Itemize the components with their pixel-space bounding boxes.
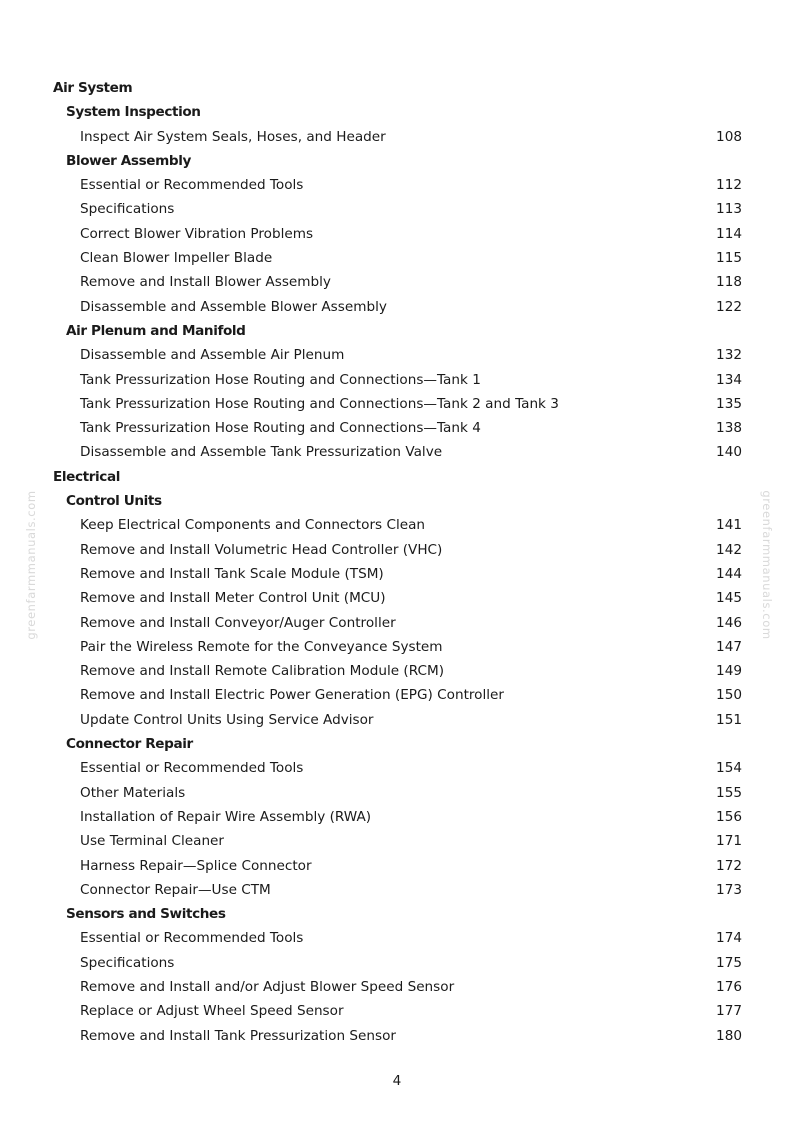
toc-entry-title: Disassemble and Assemble Tank Pressurization Valve <box>80 444 443 461</box>
toc-entry-page-number: 172 <box>716 857 742 874</box>
toc-subsection-title: Blower Assembly <box>66 152 191 169</box>
table-of-contents <box>0 76 794 1048</box>
toc-entry-title: Remove and Install Blower Assembly <box>80 274 331 291</box>
toc-entry[interactable] <box>0 440 794 464</box>
toc-entry-page-number: 132 <box>716 347 742 364</box>
toc-subsection[interactable] <box>0 149 794 173</box>
toc-entry-page-number: 118 <box>716 274 742 291</box>
toc-section-title: Electrical <box>53 468 120 485</box>
toc-entry[interactable] <box>0 538 794 562</box>
watermark-right: greenfarmmanuals.com <box>760 490 774 640</box>
toc-entry-page-number: 175 <box>716 954 742 971</box>
toc-entry-title: Harness Repair—Splice Connector <box>80 857 312 874</box>
toc-entry[interactable] <box>0 392 794 416</box>
toc-entry[interactable] <box>0 854 794 878</box>
toc-entry-title: Inspect Air System Seals, Hoses, and Header <box>80 128 386 145</box>
toc-subsection-title: Connector Repair <box>66 736 193 753</box>
toc-entry[interactable] <box>0 222 794 246</box>
toc-entry-title: Update Control Units Using Service Advisor <box>80 711 374 728</box>
toc-entry-page-number: 144 <box>716 565 742 582</box>
toc-entry-title: Essential or Recommended Tools <box>80 177 304 194</box>
toc-subsection[interactable] <box>0 100 794 124</box>
toc-entry[interactable] <box>0 683 794 707</box>
toc-entry-title: Pair the Wireless Remote for the Conveyance System <box>80 638 443 655</box>
toc-entry[interactable] <box>0 343 794 367</box>
toc-entry[interactable] <box>0 270 794 294</box>
toc-entry-title: Tank Pressurization Hose Routing and Connections—Tank 2 and Tank 3 <box>80 395 559 412</box>
toc-entry-title: Remove and Install Remote Calibration Module (RCM) <box>80 663 445 680</box>
toc-entry-title: Specifications <box>80 201 175 218</box>
toc-subsection[interactable] <box>0 732 794 756</box>
toc-entry-title: Installation of Repair Wire Assembly (RWA) <box>80 808 372 825</box>
toc-entry[interactable] <box>0 586 794 610</box>
toc-entry-page-number: 135 <box>716 395 742 412</box>
toc-entry-title: Essential or Recommended Tools <box>80 930 304 947</box>
toc-entry[interactable] <box>0 805 794 829</box>
toc-entry-title: Remove and Install Tank Pressurization Sensor <box>80 1027 396 1044</box>
toc-subsection[interactable] <box>0 319 794 343</box>
toc-entry[interactable] <box>0 368 794 392</box>
toc-entry-page-number: 147 <box>716 638 742 655</box>
toc-entry[interactable] <box>0 416 794 440</box>
toc-entry[interactable] <box>0 926 794 950</box>
toc-entry[interactable] <box>0 197 794 221</box>
toc-entry[interactable] <box>0 829 794 853</box>
toc-section[interactable] <box>0 465 794 489</box>
toc-entry[interactable] <box>0 781 794 805</box>
toc-entry[interactable] <box>0 562 794 586</box>
toc-entry-page-number: 177 <box>716 1003 742 1020</box>
toc-entry[interactable] <box>0 125 794 149</box>
toc-entry-page-number: 146 <box>716 614 742 631</box>
toc-entry-title: Remove and Install Electric Power Generation (EPG) Controller <box>80 687 505 704</box>
toc-subsection[interactable] <box>0 902 794 926</box>
toc-entry[interactable] <box>0 173 794 197</box>
toc-entry-title: Remove and Install Volumetric Head Controller (VHC) <box>80 541 443 558</box>
toc-entry[interactable] <box>0 659 794 683</box>
toc-entry[interactable] <box>0 756 794 780</box>
toc-entry-page-number: 115 <box>716 250 742 267</box>
toc-entry-page-number: 149 <box>716 663 742 680</box>
toc-entry-title: Replace or Adjust Wheel Speed Sensor <box>80 1003 344 1020</box>
toc-entry-page-number: 155 <box>716 784 742 801</box>
toc-entry-page-number: 173 <box>716 881 742 898</box>
toc-entry[interactable] <box>0 513 794 537</box>
toc-entry-title: Remove and Install Tank Scale Module (TSM) <box>80 565 384 582</box>
toc-entry-page-number: 174 <box>716 930 742 947</box>
toc-entry-page-number: 114 <box>716 225 742 242</box>
toc-entry-page-number: 154 <box>716 760 742 777</box>
toc-entry[interactable] <box>0 611 794 635</box>
toc-entry-title: Tank Pressurization Hose Routing and Connections—Tank 4 <box>80 420 481 437</box>
toc-entry-title: Use Terminal Cleaner <box>80 833 225 850</box>
watermark-left: greenfarmmanuals.com <box>24 490 38 640</box>
toc-entry-title: Remove and Install Meter Control Unit (MCU) <box>80 590 386 607</box>
toc-entry-page-number: 134 <box>716 371 742 388</box>
toc-entry-title: Remove and Install and/or Adjust Blower Speed Sensor <box>80 978 455 995</box>
toc-entry-title: Disassemble and Assemble Blower Assembly <box>80 298 387 315</box>
toc-entry-page-number: 138 <box>716 420 742 437</box>
toc-section-title: Air System <box>53 80 133 96</box>
toc-entry-page-number: 171 <box>716 833 742 850</box>
toc-entry-page-number: 156 <box>716 808 742 825</box>
toc-entry-title: Specifications <box>80 954 175 971</box>
toc-entry[interactable] <box>0 635 794 659</box>
toc-entry[interactable] <box>0 975 794 999</box>
toc-entry-page-number: 150 <box>716 687 742 704</box>
toc-entry[interactable] <box>0 999 794 1023</box>
toc-subsection[interactable] <box>0 489 794 513</box>
toc-entry[interactable] <box>0 951 794 975</box>
toc-entry-page-number: 142 <box>716 541 742 558</box>
toc-entry[interactable] <box>0 246 794 270</box>
toc-entry-title: Other Materials <box>80 784 186 801</box>
toc-entry-title: Disassemble and Assemble Air Plenum <box>80 347 345 364</box>
toc-entry-title: Keep Electrical Components and Connectors Clean <box>80 517 426 534</box>
toc-entry[interactable] <box>0 295 794 319</box>
toc-subsection-title: Sensors and Switches <box>66 906 226 923</box>
toc-entry-page-number: 145 <box>716 590 742 607</box>
toc-entry[interactable] <box>0 878 794 902</box>
toc-subsection-title: Air Plenum and Manifold <box>66 322 246 339</box>
toc-entry-title: Clean Blower Impeller Blade <box>80 250 273 267</box>
toc-entry-page-number: 180 <box>716 1027 742 1044</box>
toc-entry-title: Correct Blower Vibration Problems <box>80 225 314 242</box>
toc-entry-page-number: 108 <box>716 128 742 145</box>
toc-entry-page-number: 176 <box>716 978 742 995</box>
toc-entry[interactable] <box>0 708 794 732</box>
page-number: 4 <box>392 1073 402 1089</box>
toc-entry-page-number: 141 <box>716 517 742 534</box>
toc-section[interactable] <box>0 76 794 100</box>
toc-entry-page-number: 113 <box>716 201 742 218</box>
toc-entry[interactable] <box>0 1024 794 1048</box>
toc-entry-title: Remove and Install Conveyor/Auger Controller <box>80 614 396 631</box>
toc-subsection-title: Control Units <box>66 493 162 510</box>
toc-entry-page-number: 112 <box>716 177 742 194</box>
toc-entry-title: Connector Repair—Use CTM <box>80 881 271 898</box>
toc-entry-page-number: 122 <box>716 298 742 315</box>
toc-subsection-title: System Inspection <box>66 104 201 121</box>
toc-entry-page-number: 140 <box>716 444 742 461</box>
toc-entry-page-number: 151 <box>716 711 742 728</box>
toc-entry-title: Essential or Recommended Tools <box>80 760 304 777</box>
toc-entry-title: Tank Pressurization Hose Routing and Connections—Tank 1 <box>80 371 481 388</box>
